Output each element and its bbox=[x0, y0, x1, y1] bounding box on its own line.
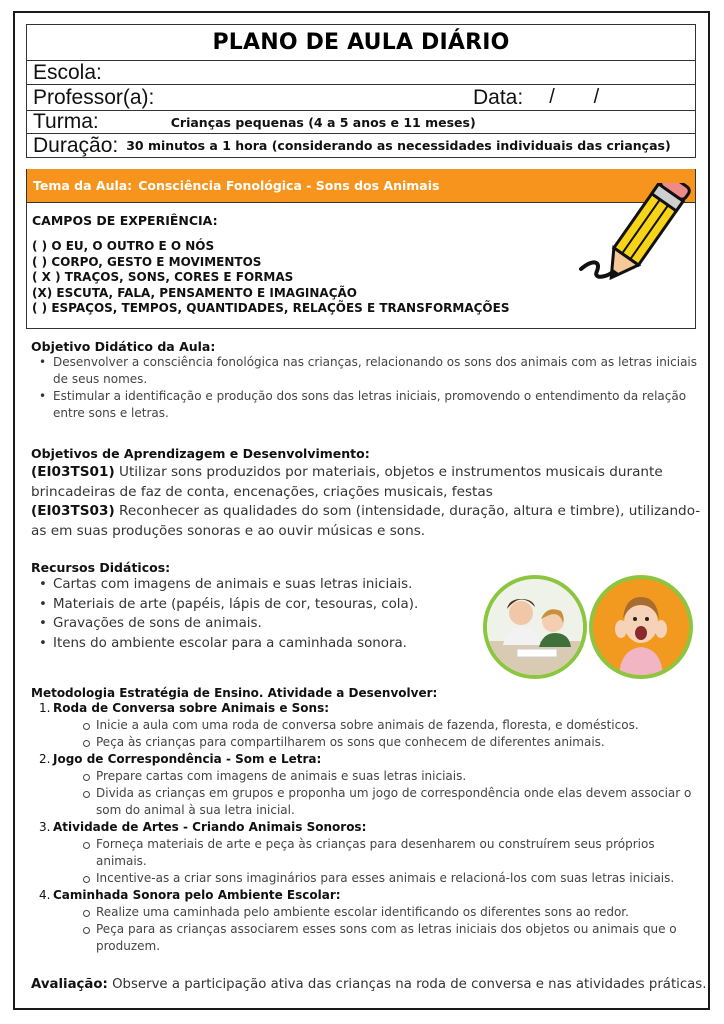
metodologia-list bbox=[31, 700, 703, 955]
data-label: Data: bbox=[473, 85, 524, 109]
list-item: Inicie a aula com uma roda de conversa sobre animais de fazenda, floresta, e domésticos. bbox=[74, 717, 703, 734]
list-item: Peça às crianças para compartilharem os sons que conhecem de diferentes animais. bbox=[74, 734, 703, 751]
list-item: • Gravações de sons de animais. bbox=[31, 614, 703, 634]
step-item bbox=[31, 819, 703, 887]
step-title: Caminhada Sonora pelo Ambiente Escolar: bbox=[53, 888, 341, 902]
step-sublist bbox=[53, 904, 703, 955]
avaliacao-text: Observe a participação ativa das crianças na roda de conversa e nas atividades práticas. bbox=[107, 977, 707, 992]
campo-item: (X) ESCUTA, FALA, PENSAMENTO E IMAGINAÇÃO bbox=[32, 285, 358, 300]
step-number: 1. bbox=[39, 701, 51, 715]
step-sublist bbox=[53, 836, 703, 887]
duracao-value: 30 minutos a 1 hora (considerando as necessidades individuais das crianças) bbox=[126, 138, 671, 153]
turma-row bbox=[26, 111, 696, 134]
date-slashes: / / bbox=[549, 86, 600, 108]
duracao-row bbox=[26, 134, 696, 158]
campo-item: ( X ) TRAÇOS, SONS, CORES E FORMAS bbox=[32, 270, 294, 284]
step-number: 3. bbox=[39, 820, 51, 834]
aprendizagem-text bbox=[31, 463, 703, 541]
professor-row bbox=[26, 85, 696, 111]
avaliacao bbox=[31, 977, 707, 992]
list-item: Peça para as crianças associarem esses sons com as letras iniciais dos objetos ou animais que o produzem. bbox=[74, 921, 703, 955]
pencil-icon bbox=[575, 183, 695, 291]
lesson-body bbox=[31, 339, 707, 992]
data-field bbox=[467, 85, 599, 110]
list-item: • Estimular a identificação e produção dos sons das letras iniciais, promovendo o entendimento da relação entre sons e letras. bbox=[31, 388, 703, 422]
step-title: Atividade de Artes - Criando Animais Sonoros: bbox=[53, 820, 367, 834]
tema-value: Consciência Fonológica - Sons dos Animais bbox=[138, 178, 440, 193]
list-item: • Cartas com imagens de animais e suas letras iniciais. bbox=[31, 575, 703, 595]
turma-value: Crianças pequenas (4 a 5 anos e 11 meses) bbox=[170, 114, 476, 130]
list-item: • Desenvolver a consciência fonológica nas crianças, relacionando os sons dos animais com as letras iniciais de seus nomes. bbox=[31, 354, 703, 388]
step-number: 2. bbox=[39, 752, 51, 766]
recursos-title: Recursos Didáticos: bbox=[31, 560, 171, 575]
step-title: Jogo de Correspondência - Som e Letra: bbox=[53, 752, 322, 766]
list-item: Divida as crianças em grupos e proponha um jogo de correspondência onde elas devem associar o som do animal à sua letra inicial. bbox=[74, 785, 703, 819]
objetivo-list bbox=[31, 354, 703, 422]
page-title: PLANO DE AULA DIÁRIO bbox=[212, 30, 510, 55]
step-sublist bbox=[53, 768, 703, 819]
list-item: Forneça materiais de arte e peça às crianças para desenharem ou construírem seus próprios animais. bbox=[74, 836, 703, 870]
text-ei03ts01: Utilizar sons produzidos por materiais, objetos e instrumentos musicais durante brincadeiras de faz de conta, encenações, criações musicais, festas bbox=[31, 464, 663, 500]
lesson-plan-page bbox=[13, 11, 710, 1010]
escola-row bbox=[26, 61, 696, 85]
step-item bbox=[31, 887, 703, 955]
professor-label: Professor(a): bbox=[33, 85, 155, 109]
objetivo-title: Objetivo Didático da Aula: bbox=[31, 339, 216, 354]
list-item: • Itens do ambiente escolar para a caminhada sonora. bbox=[31, 634, 703, 654]
campos-title: CAMPOS DE EXPERIÊNCIA: bbox=[32, 213, 218, 228]
metodologia-title: Metodologia Estratégia de Ensino. Atividade a Desenvolver: bbox=[31, 686, 438, 700]
campo-item: ( ) O EU, O OUTRO E O NÓS bbox=[32, 239, 215, 253]
step-item bbox=[31, 751, 703, 819]
title-row bbox=[26, 24, 696, 61]
header-table bbox=[26, 24, 696, 169]
list-item: Incentive-as a criar sons imaginários para esses animais e relacioná-los com suas letras iniciais. bbox=[74, 870, 703, 887]
step-sublist bbox=[53, 717, 703, 751]
shouting-girl-photo bbox=[589, 575, 693, 679]
tema-label: Tema da Aula: bbox=[33, 178, 133, 193]
step-title: Roda de Conversa sobre Animais e Sons: bbox=[53, 701, 330, 715]
list-item: Realize uma caminhada pelo ambiente escolar identificando os diferentes sons ao redor. bbox=[74, 904, 703, 921]
list-item: Prepare cartas com imagens de animais e suas letras iniciais. bbox=[74, 768, 703, 785]
campo-item: ( ) CORPO, GESTO E MOVIMENTOS bbox=[32, 254, 262, 269]
list-item: • Materiais de arte (papéis, lápis de cor, tesouras, cola). bbox=[31, 595, 703, 615]
avaliacao-label: Avaliação: bbox=[31, 977, 108, 992]
tema-box bbox=[26, 169, 696, 329]
step-item bbox=[31, 700, 703, 751]
code-ei03ts03: (EI03TS03) bbox=[31, 503, 115, 519]
escola-label: Escola: bbox=[33, 60, 102, 84]
teacher-child-photo bbox=[483, 575, 587, 679]
recursos-photos bbox=[483, 575, 683, 685]
duracao-label: Duração: bbox=[33, 133, 119, 157]
campo-item: ( ) ESPAÇOS, TEMPOS, QUANTIDADES, RELAÇÕES E TRANSFORMAÇÕES bbox=[32, 301, 510, 315]
aprendizagem-title: Objetivos de Aprendizagem e Desenvolvimento: bbox=[31, 446, 370, 461]
turma-label: Turma: bbox=[33, 110, 99, 133]
code-ei03ts01: (EI03TS01) bbox=[31, 464, 115, 480]
text-ei03ts03: Reconhecer as qualidades do som (intensidade, duração, altura e timbre), utilizando-as em suas produções sonoras e ao ouvir músicas e sons. bbox=[31, 503, 701, 539]
step-number: 4. bbox=[39, 888, 51, 902]
